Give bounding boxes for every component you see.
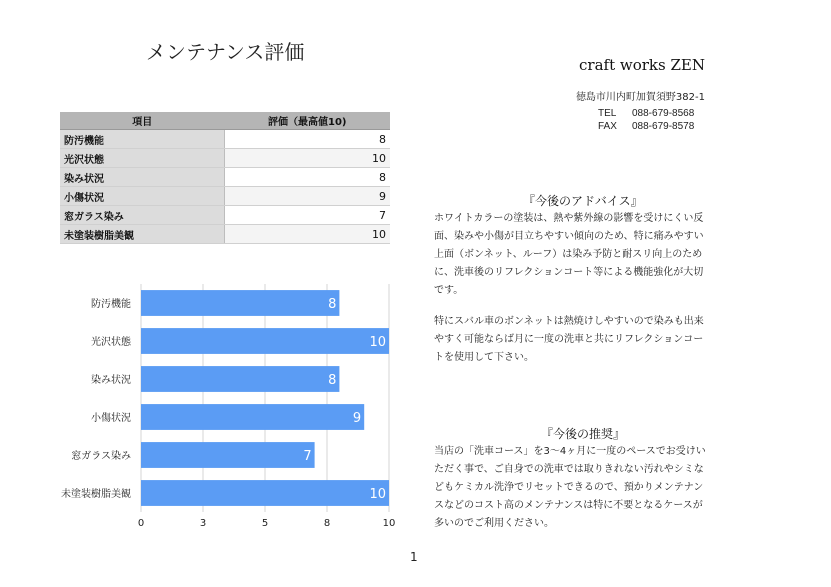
header-item: 項目: [60, 112, 225, 130]
company-name: craft works ZEN: [579, 56, 705, 74]
table-row: [60, 206, 390, 225]
score-table: [60, 112, 390, 244]
chart-category-label: 防汚機能: [91, 299, 131, 310]
advice-line: です。: [434, 285, 464, 296]
table-row: [60, 187, 390, 206]
row-score: 9: [225, 187, 391, 206]
chart-bar: [141, 480, 389, 506]
chart-category-label: 小傷状況: [91, 413, 131, 424]
header-score: 評価（最高値10): [225, 112, 391, 130]
score-bar-chart: [40, 282, 410, 537]
chart-category-label: 染み状況: [91, 375, 131, 386]
row-item: 染み状況: [60, 168, 225, 187]
table-header-row: [60, 112, 390, 130]
recommendation-paragraph: [434, 443, 730, 533]
table-row: [60, 149, 390, 168]
row-item: 光沢状態: [60, 149, 225, 168]
recommendation-line: 当店の「洗車コース」を3〜4ヶ月に一度のペースでお受けい: [434, 446, 706, 457]
chart-bar: [141, 366, 339, 392]
row-item: 未塗装樹脂美観: [60, 225, 225, 244]
recommendation-line: ただく事で、ご自身での洗車では取りきれない汚れやシミな: [434, 464, 704, 475]
chart-value-label: 8: [328, 373, 337, 388]
recommendation-line: 多いのでご利用ください。: [434, 518, 554, 529]
chart-bar: [141, 442, 315, 468]
advice-line: 特にスバル車のボンネットは熱焼けしやすいので染みも出来: [434, 316, 704, 327]
row-item: 窓ガラス染み: [60, 206, 225, 225]
company-fax: [598, 121, 694, 132]
chart-value-label: 7: [303, 449, 312, 464]
fax-label: FAX: [598, 121, 617, 132]
page-number: 1: [410, 550, 418, 564]
chart-x-tick-label: 3: [199, 518, 207, 529]
fax-number: 088-679-8578: [632, 121, 695, 132]
chart-value-label: 8: [328, 297, 337, 312]
chart-category-label: 光沢状態: [91, 337, 131, 348]
chart-category-label: 窓ガラス染み: [71, 451, 131, 462]
company-tel: [598, 108, 694, 119]
row-score: 7: [225, 206, 391, 225]
recommendation-line: どもケミカル洗浄でリセットできるので、預かりメンテナン: [434, 482, 704, 493]
recommendation-line: スなどのコスト高のメンテナンスは特に不要となるケースが: [434, 500, 703, 511]
advice-paragraph: [434, 210, 730, 300]
table-row: [60, 225, 390, 244]
chart-bar: [141, 404, 364, 430]
chart-value-label: 9: [352, 411, 362, 426]
row-score: 8: [225, 168, 391, 187]
row-score: 10: [225, 149, 391, 168]
tel-label: TEL: [598, 108, 617, 119]
chart-value-label: 10: [369, 335, 386, 350]
advice-line: やすく可能ならば月に一度の洗車と共にリフレクションコー: [434, 334, 704, 345]
chart-x-tick-label: 10: [382, 518, 396, 529]
chart-bar: [141, 290, 339, 316]
table-row: [60, 168, 390, 187]
page-title: メンテナンス評価: [146, 40, 305, 64]
chart-x-tick-label: 0: [137, 518, 145, 529]
advice-line: 上面（ボンネット、ルーフ）は染み予防と耐スリ向上のため: [434, 249, 703, 260]
table-row: [60, 130, 390, 149]
advice-heading: 『今後のアドバイス』: [523, 194, 643, 208]
row-item: 小傷状況: [60, 187, 225, 206]
advice-paragraph-2: [434, 313, 730, 367]
chart-value-label: 10: [369, 487, 386, 502]
advice-line: に、洗車後のリフレクションコート等による機能強化が大切: [434, 267, 704, 278]
advice-line: 面、染みや小傷が目立ちやすい傾向のため、特に痛みやすい: [434, 231, 704, 242]
chart-x-tick-label: 8: [323, 518, 331, 529]
row-item: 防汚機能: [60, 130, 225, 149]
advice-line: ホワイトカラーの塗装は、熱や紫外線の影響を受けにくい反: [434, 213, 704, 224]
tel-number: 088-679-8568: [632, 108, 695, 119]
recommendation-heading: 『今後の推奨』: [541, 427, 626, 441]
advice-line: トを使用して下さい。: [434, 352, 534, 363]
row-score: 8: [225, 130, 391, 149]
company-address: 徳島市川内町加賀須野382-1: [575, 92, 705, 103]
row-score: 10: [225, 225, 391, 244]
chart-category-label: 未塗装樹脂美観: [61, 489, 131, 500]
chart-x-tick-label: 5: [261, 518, 269, 529]
chart-bar: [141, 328, 389, 354]
